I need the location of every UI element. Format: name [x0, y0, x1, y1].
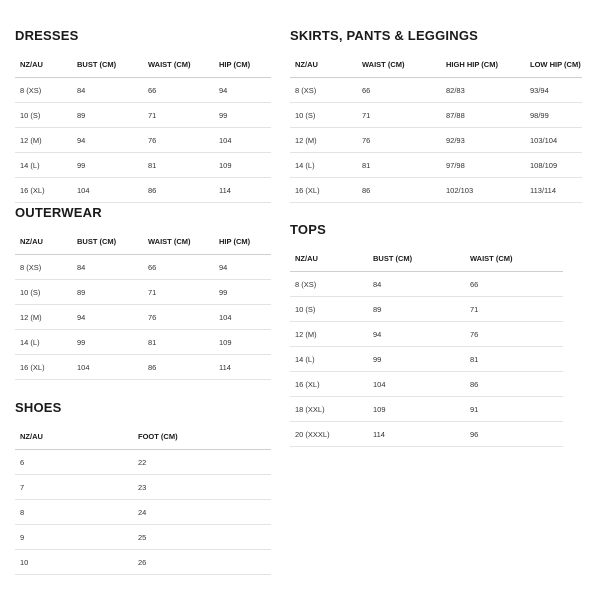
table-row	[15, 355, 271, 380]
column-header: BUST (CM)	[72, 229, 143, 255]
table-cell: 99	[214, 103, 271, 128]
table-cell: 114	[214, 178, 271, 203]
table-cell: 96	[465, 422, 563, 447]
table-cell: 103/104	[525, 128, 582, 153]
shoes-section	[15, 400, 271, 575]
table-cell: 16 (XL)	[15, 178, 72, 203]
table-cell: 66	[143, 255, 214, 280]
table-cell: 114	[368, 422, 465, 447]
table-cell: 84	[368, 272, 465, 297]
table-cell: 25	[133, 525, 271, 550]
table-cell: 98/99	[525, 103, 582, 128]
table-cell: 104	[72, 178, 143, 203]
column-header: NZ/AU	[290, 246, 368, 272]
table-header-row	[15, 52, 271, 78]
table-cell: 93/94	[525, 78, 582, 103]
table-row	[15, 330, 271, 355]
table-cell: 9	[15, 525, 133, 550]
table-cell: 87/88	[441, 103, 525, 128]
table-row	[15, 450, 271, 475]
skirts-section	[290, 28, 582, 203]
outerwear-section	[15, 205, 271, 380]
table-cell: 66	[357, 78, 441, 103]
column-header: NZ/AU	[15, 229, 72, 255]
table-row	[290, 78, 582, 103]
table-cell: 109	[214, 153, 271, 178]
table-row	[15, 280, 271, 305]
table-cell: 14 (L)	[15, 153, 72, 178]
skirts-title: SKIRTS, PANTS & LEGGINGS	[290, 28, 479, 43]
table-row	[290, 397, 563, 422]
tops-title: TOPS	[290, 222, 326, 237]
dresses-section	[15, 28, 271, 203]
dresses-table	[15, 52, 271, 203]
table-row	[15, 103, 271, 128]
table-cell: 12 (M)	[15, 128, 72, 153]
table-row	[290, 272, 563, 297]
table-row	[290, 178, 582, 203]
table-cell: 76	[357, 128, 441, 153]
table-header-row	[290, 52, 582, 78]
table-cell: 86	[143, 355, 214, 380]
table-row	[290, 153, 582, 178]
shoes-table	[15, 424, 271, 575]
table-header-row	[15, 229, 271, 255]
table-cell: 14 (L)	[290, 153, 357, 178]
column-header: BUST (CM)	[72, 52, 143, 78]
table-cell: 6	[15, 450, 133, 475]
table-cell: 94	[214, 78, 271, 103]
table-cell: 97/98	[441, 153, 525, 178]
table-cell: 114	[214, 355, 271, 380]
table-row	[15, 153, 271, 178]
table-cell: 86	[357, 178, 441, 203]
table-header-row	[290, 246, 563, 272]
table-row	[290, 297, 563, 322]
column-header: BUST (CM)	[368, 246, 465, 272]
table-cell: 12 (M)	[15, 305, 72, 330]
table-cell: 71	[143, 103, 214, 128]
table-row	[290, 128, 582, 153]
table-row	[290, 322, 563, 347]
table-cell: 66	[143, 78, 214, 103]
column-header: WAIST (CM)	[357, 52, 441, 78]
table-row	[15, 475, 271, 500]
column-header: NZ/AU	[15, 52, 72, 78]
column-header: FOOT (CM)	[133, 424, 271, 450]
table-row	[15, 525, 271, 550]
column-header: LOW HIP (CM)	[525, 52, 582, 78]
shoes-title: SHOES	[15, 400, 62, 415]
table-cell: 104	[368, 372, 465, 397]
table-cell: 81	[143, 330, 214, 355]
outerwear-table	[15, 229, 271, 380]
table-cell: 24	[133, 500, 271, 525]
table-row	[290, 347, 563, 372]
table-cell: 16 (XL)	[290, 372, 368, 397]
table-cell: 71	[143, 280, 214, 305]
table-cell: 94	[368, 322, 465, 347]
table-row	[15, 78, 271, 103]
table-cell: 89	[72, 103, 143, 128]
table-cell: 8 (XS)	[290, 78, 357, 103]
table-cell: 10 (S)	[15, 280, 72, 305]
column-header: HIGH HIP (CM)	[441, 52, 525, 78]
table-cell: 92/93	[441, 128, 525, 153]
tops-table	[290, 246, 563, 447]
table-cell: 82/83	[441, 78, 525, 103]
table-cell: 109	[368, 397, 465, 422]
table-cell: 86	[465, 372, 563, 397]
table-cell: 8	[15, 500, 133, 525]
table-cell: 16 (XL)	[290, 178, 357, 203]
column-header: WAIST (CM)	[143, 229, 214, 255]
table-cell: 76	[143, 305, 214, 330]
table-cell: 86	[143, 178, 214, 203]
table-cell: 81	[357, 153, 441, 178]
table-cell: 71	[357, 103, 441, 128]
table-cell: 12 (M)	[290, 128, 357, 153]
table-cell: 66	[465, 272, 563, 297]
table-cell: 94	[72, 128, 143, 153]
table-cell: 104	[214, 305, 271, 330]
table-cell: 7	[15, 475, 133, 500]
table-cell: 8 (XS)	[15, 255, 72, 280]
table-cell: 71	[465, 297, 563, 322]
table-row	[290, 372, 563, 397]
table-cell: 99	[214, 280, 271, 305]
table-cell: 20 (XXXL)	[290, 422, 368, 447]
table-cell: 104	[72, 355, 143, 380]
table-cell: 26	[133, 550, 271, 575]
table-cell: 10 (S)	[290, 103, 357, 128]
outerwear-title: OUTERWEAR	[15, 205, 102, 220]
table-cell: 104	[214, 128, 271, 153]
dresses-title: DRESSES	[15, 28, 79, 43]
table-cell: 76	[465, 322, 563, 347]
skirts-table	[290, 52, 582, 203]
table-cell: 89	[72, 280, 143, 305]
tops-section	[290, 222, 563, 447]
table-cell: 81	[465, 347, 563, 372]
table-row	[15, 128, 271, 153]
table-row	[15, 305, 271, 330]
column-header: HIP (CM)	[214, 229, 271, 255]
table-cell: 14 (L)	[290, 347, 368, 372]
table-cell: 8 (XS)	[290, 272, 368, 297]
table-cell: 10 (S)	[15, 103, 72, 128]
table-cell: 99	[368, 347, 465, 372]
table-cell: 8 (XS)	[15, 78, 72, 103]
table-cell: 10	[15, 550, 133, 575]
table-cell: 81	[143, 153, 214, 178]
table-cell: 108/109	[525, 153, 582, 178]
table-cell: 94	[214, 255, 271, 280]
column-header: WAIST (CM)	[465, 246, 563, 272]
table-cell: 91	[465, 397, 563, 422]
table-cell: 94	[72, 305, 143, 330]
table-row	[15, 178, 271, 203]
column-header: NZ/AU	[290, 52, 357, 78]
table-row	[15, 255, 271, 280]
table-cell: 76	[143, 128, 214, 153]
table-cell: 12 (M)	[290, 322, 368, 347]
table-cell: 109	[214, 330, 271, 355]
table-row	[290, 103, 582, 128]
table-cell: 89	[368, 297, 465, 322]
column-header: NZ/AU	[15, 424, 133, 450]
table-cell: 99	[72, 330, 143, 355]
table-cell: 113/114	[525, 178, 582, 203]
column-header: WAIST (CM)	[143, 52, 214, 78]
table-header-row	[15, 424, 271, 450]
table-cell: 16 (XL)	[15, 355, 72, 380]
table-cell: 84	[72, 255, 143, 280]
table-cell: 22	[133, 450, 271, 475]
table-row	[15, 550, 271, 575]
table-cell: 23	[133, 475, 271, 500]
table-cell: 14 (L)	[15, 330, 72, 355]
table-cell: 18 (XXL)	[290, 397, 368, 422]
table-cell: 10 (S)	[290, 297, 368, 322]
table-cell: 99	[72, 153, 143, 178]
table-cell: 84	[72, 78, 143, 103]
table-cell: 102/103	[441, 178, 525, 203]
table-row	[290, 422, 563, 447]
column-header: HIP (CM)	[214, 52, 271, 78]
table-row	[15, 500, 271, 525]
